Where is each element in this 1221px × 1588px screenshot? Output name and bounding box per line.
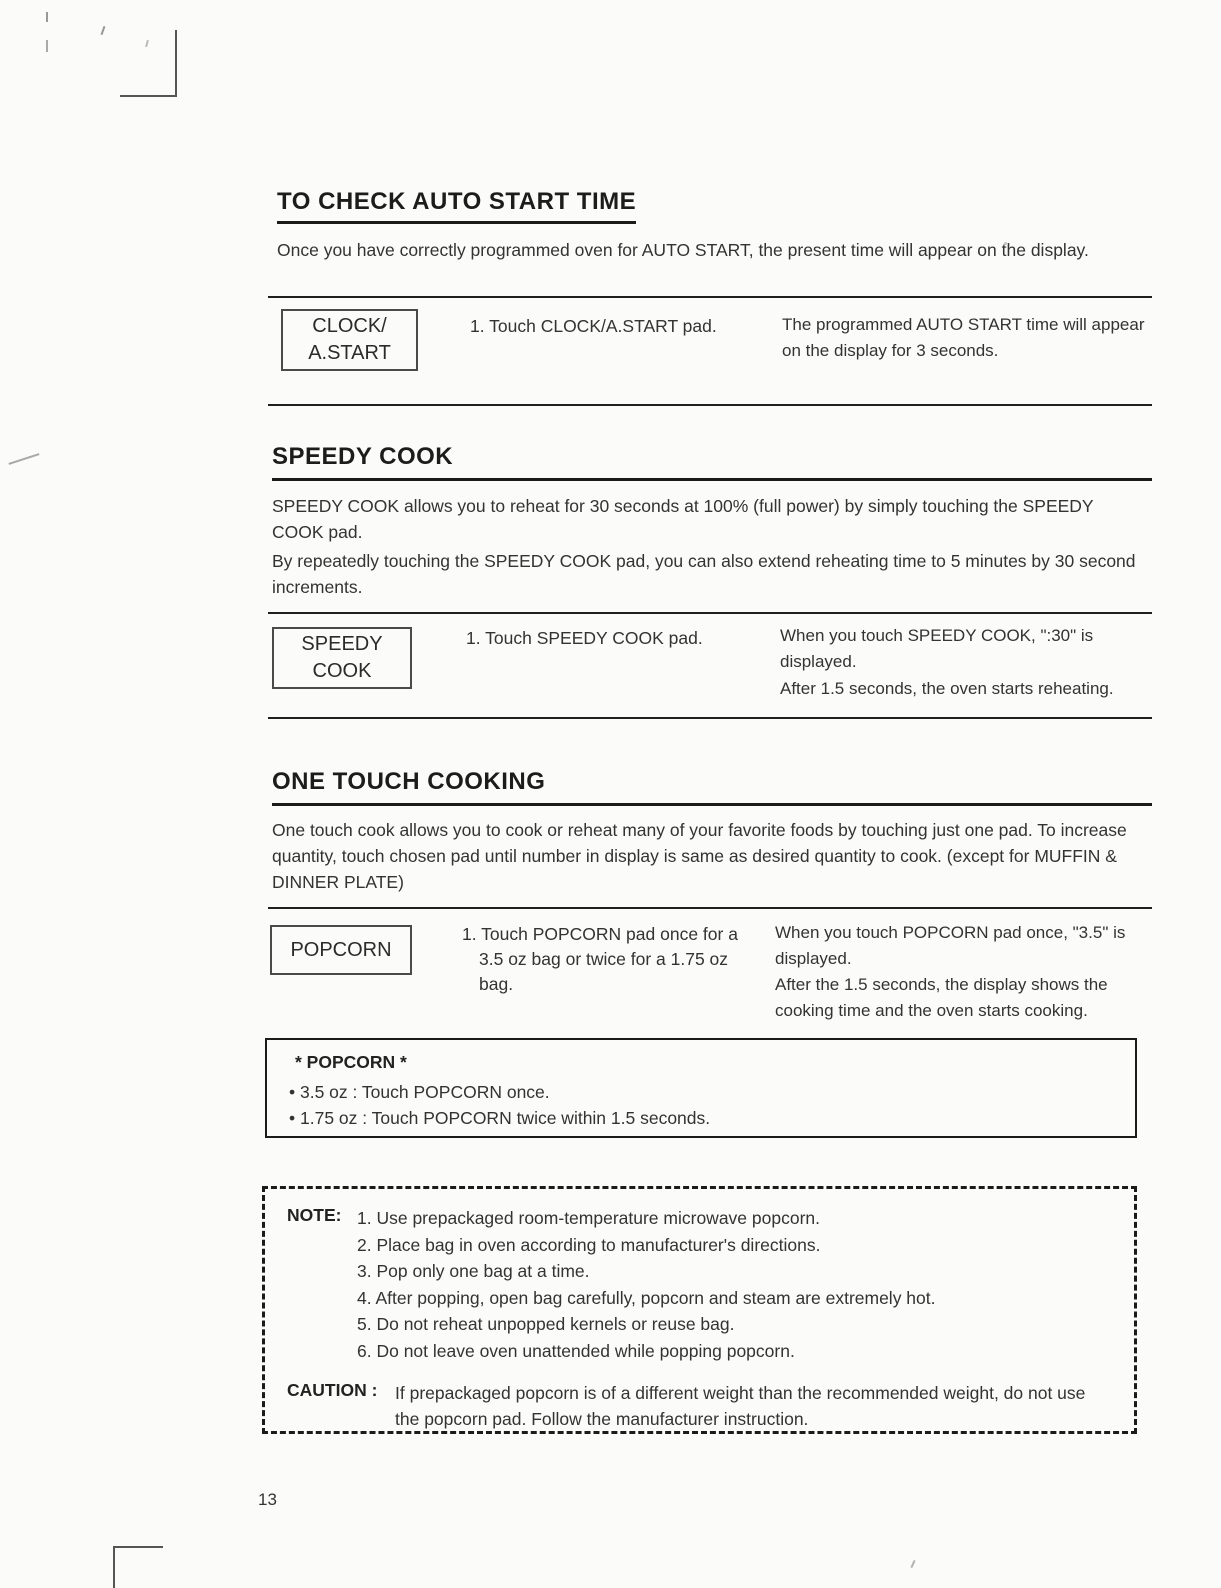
scan-artifact-tick bbox=[910, 1560, 915, 1568]
note-label: NOTE: bbox=[287, 1205, 342, 1225]
popcorn-box-item: • 3.5 oz : Touch POPCORN once. bbox=[289, 1082, 550, 1102]
scan-artifact-corner-top-left bbox=[120, 30, 177, 97]
caution-row bbox=[287, 1380, 1114, 1432]
divider bbox=[268, 717, 1152, 719]
scan-artifact-dot bbox=[46, 40, 48, 52]
speedy-cook-intro-1: SPEEDY COOK allows you to reheat for 30 seconds at 100% (full power) by simply touching the SPEEDY COOK pad. bbox=[272, 496, 1094, 542]
popcorn-pad bbox=[270, 925, 412, 975]
note-item: 6. Do not leave oven unattended while popping popcorn. bbox=[357, 1340, 795, 1361]
popcorn-result-2: After the 1.5 seconds, the display shows the cooking time and the oven starts cooking. bbox=[775, 975, 1108, 1020]
speedy-cook-pad-label-line2: COOK bbox=[312, 660, 372, 682]
popcorn-result-1: When you touch POPCORN pad once, "3.5" is displayed. bbox=[775, 923, 1126, 968]
clock-astart-pad-label-line2: A.START bbox=[308, 342, 391, 364]
clock-astart-pad-label-line1: CLOCK/ bbox=[312, 315, 387, 337]
speedy-cook-result-1: When you touch SPEEDY COOK, ":30" is displayed. bbox=[780, 626, 1094, 671]
clock-astart-pad bbox=[281, 309, 418, 371]
one-touch-intro: One touch cook allows you to cook or reheat many of your favorite foods by touching just one pad. To increase quantity, touch chosen pad until number in display is same as desired quantity to cook. (except for MUFFIN & DINNER PLATE) bbox=[272, 820, 1127, 892]
popcorn-box-title: * POPCORN * bbox=[295, 1052, 407, 1072]
divider bbox=[268, 296, 1152, 298]
speedy-cook-pad-label-line1: SPEEDY bbox=[301, 633, 383, 655]
auto-start-intro: Once you have correctly programmed oven for AUTO START, the present time will appear on the display. bbox=[277, 240, 1089, 260]
note-items bbox=[357, 1205, 1114, 1364]
caution-label: CAUTION : bbox=[287, 1380, 378, 1400]
section-title-auto-start: TO CHECK AUTO START TIME bbox=[277, 188, 636, 224]
scan-artifact-diagonal bbox=[8, 453, 39, 465]
speedy-cook-step: 1. Touch SPEEDY COOK pad. bbox=[466, 628, 703, 648]
section-header-speedy-cook bbox=[272, 443, 1152, 481]
note-item: 1. Use prepackaged room-temperature microwave popcorn. bbox=[357, 1208, 820, 1228]
divider bbox=[268, 404, 1152, 406]
popcorn-step: 1. Touch POPCORN pad once for a 3.5 oz bag or twice for a 1.75 oz bag. bbox=[462, 924, 738, 994]
section-title-one-touch: ONE TOUCH COOKING bbox=[272, 768, 546, 795]
scan-artifact-dot bbox=[46, 12, 48, 22]
note-item: 4. After popping, open bag carefully, popcorn and steam are extremely hot. bbox=[357, 1287, 936, 1308]
scan-artifact-tick bbox=[101, 26, 106, 35]
auto-start-step: 1. Touch CLOCK/A.START pad. bbox=[470, 316, 717, 336]
divider bbox=[268, 612, 1152, 614]
popcorn-summary-box bbox=[265, 1038, 1137, 1138]
page-number: 13 bbox=[258, 1490, 277, 1509]
caution-text: If prepackaged popcorn is of a different weight than the recommended weight, do not use the popcorn pad. Follow the manufacturer instruction. bbox=[395, 1383, 1086, 1429]
scan-artifact-corner-bottom-left bbox=[113, 1546, 163, 1588]
auto-start-result: The programmed AUTO START time will appear on the display for 3 seconds. bbox=[782, 315, 1145, 360]
note-row bbox=[287, 1205, 1114, 1364]
note-item: 5. Do not reheat unpopped kernels or reuse bag. bbox=[357, 1314, 735, 1334]
popcorn-pad-label: POPCORN bbox=[290, 938, 392, 961]
note-item: 2. Place bag in oven according to manufacturer's directions. bbox=[357, 1234, 821, 1255]
note-item: 3. Pop only one bag at a time. bbox=[357, 1261, 590, 1281]
speedy-cook-intro-2: By repeatedly touching the SPEEDY COOK pad, you can also extend reheating time to 5 minutes by 30 second increments. bbox=[272, 551, 1136, 597]
speedy-cook-result-2: After 1.5 seconds, the oven starts reheating. bbox=[780, 679, 1114, 698]
speedy-cook-pad bbox=[272, 627, 412, 689]
note-caution-box bbox=[262, 1186, 1137, 1434]
popcorn-box-item: • 1.75 oz : Touch POPCORN twice within 1.5 seconds. bbox=[289, 1108, 711, 1128]
section-title-speedy-cook: SPEEDY COOK bbox=[272, 443, 454, 470]
divider bbox=[268, 907, 1152, 909]
section-header-one-touch bbox=[272, 768, 1152, 806]
